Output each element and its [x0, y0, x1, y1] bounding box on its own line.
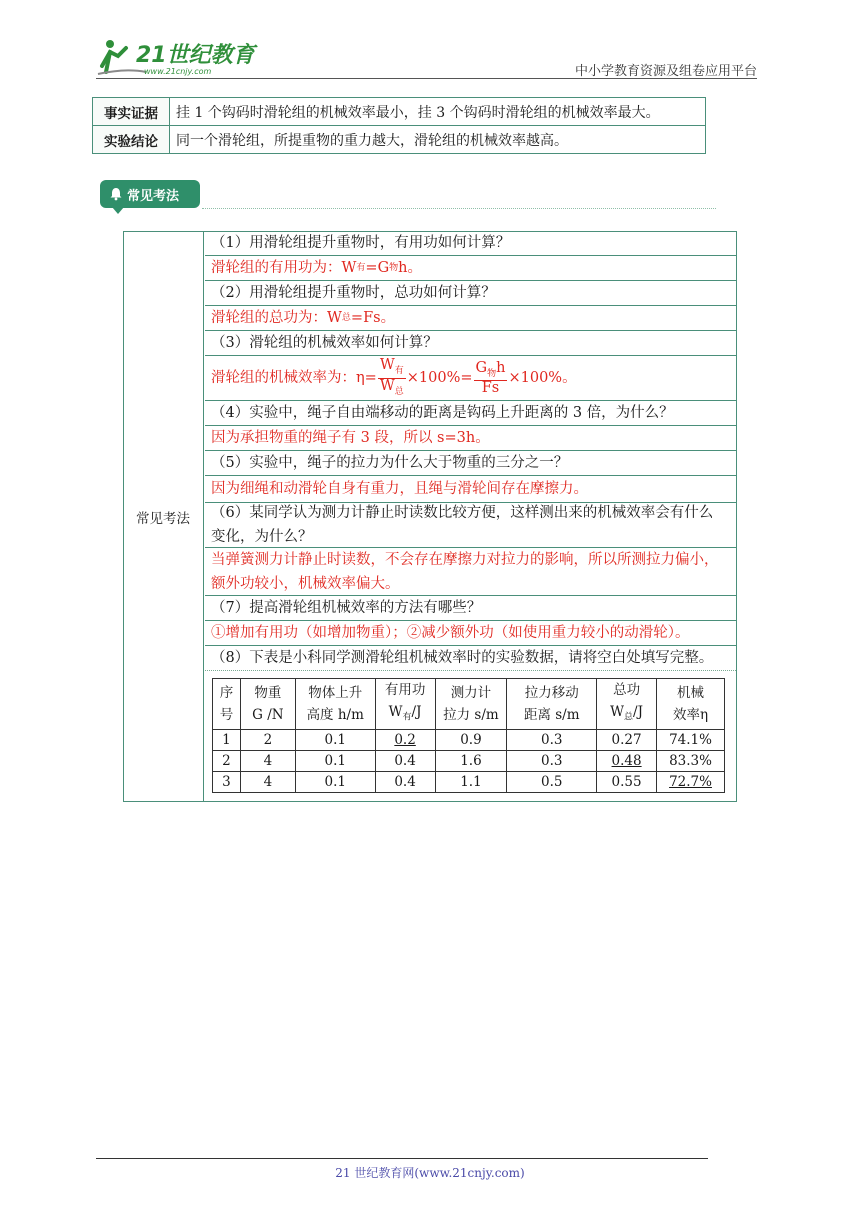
question-6: （6）某同学认为测力计静止时读数比较方便，这样测出来的机械效率会有什么 变化，为什么？	[205, 503, 736, 548]
runner-logo-icon	[96, 36, 266, 78]
cell: 1.6	[435, 751, 507, 772]
cell: 3	[213, 772, 241, 793]
footer-divider	[96, 1158, 708, 1159]
cell: 83.3%	[657, 751, 725, 772]
header-divider	[96, 78, 757, 79]
footer-text: 21 世纪教育网(www.21cnjy.com)	[335, 1166, 525, 1180]
cell: 0.55	[597, 772, 657, 793]
question-1: （1）用滑轮组提升重物时，有用功如何计算？	[205, 231, 736, 256]
answer-6: 当弹簧测力计静止时读数，不会存在摩擦力对拉力的影响，所以所测拉力偏小， 额外功较小，机械效率偏大。	[205, 548, 736, 596]
fact-table	[92, 97, 706, 154]
table-row	[213, 730, 725, 751]
header-cell: 机械 效率η	[657, 679, 725, 730]
cell: 4	[240, 751, 295, 772]
cell: 0.1	[295, 730, 375, 751]
fact-label: 事实证据	[93, 98, 170, 126]
site-logo	[96, 36, 266, 78]
header-cell: 拉力移动 距离 s/m	[507, 679, 597, 730]
cell: 1	[213, 730, 241, 751]
cell: 0.3	[507, 730, 597, 751]
fact-label: 实验结论	[93, 126, 170, 154]
fraction-gh-over-fs: $\frac{G_物h}{Fs}$	[475, 359, 506, 397]
table-row	[213, 751, 725, 772]
cell: 2	[213, 751, 241, 772]
platform-name: 中小学教育资源及组卷应用平台	[574, 64, 757, 79]
cell-filled: 0.2	[375, 730, 435, 751]
table-row	[213, 772, 725, 793]
fact-text: 同一个滑轮组，所提重物的重力越大，滑轮组的机械效率越高。	[170, 126, 706, 154]
question-4: （4）实验中，绳子自由端移动的距离是钩码上升距离的 3 倍，为什么？	[205, 401, 736, 426]
experiment-data-table	[212, 678, 725, 793]
cell: 74.1%	[657, 730, 725, 751]
cell: 1.1	[435, 772, 507, 793]
header-cell: 物重 G /N	[240, 679, 295, 730]
answer-7: ①增加有用功（如增加物重）；②减少额外功（如使用重力较小的动滑轮）。	[205, 621, 736, 646]
table-header-row	[213, 679, 725, 730]
section-dotted-rule	[202, 208, 716, 209]
cell: 0.1	[295, 772, 375, 793]
fact-row	[93, 126, 706, 154]
question-3: （3）滑轮组的机械效率如何计算？	[205, 331, 736, 356]
section-tag-tail	[112, 207, 124, 214]
cell: 0.4	[375, 751, 435, 772]
question-2: （2）用滑轮组提升重物时，总功如何计算？	[205, 281, 736, 306]
fact-row	[93, 98, 706, 126]
header-cell: 有用功 $W_有/J$	[375, 679, 435, 730]
cell-filled: 0.48	[597, 751, 657, 772]
cell: 4	[240, 772, 295, 793]
answer-1: 滑轮组的有用功为：W 有 =G 物 h。	[205, 256, 736, 281]
cell: 0.27	[597, 730, 657, 751]
question-8: （8）下表是小科同学测滑轮组机械效率时的实验数据，请将空白处填写完整。	[205, 646, 736, 671]
header-cell: 总功 $W_总/J$	[597, 679, 657, 730]
cell: 0.3	[507, 751, 597, 772]
answer-2: 滑轮组的总功为：W 总 =Fs。	[205, 306, 736, 331]
cell-filled: 72.7%	[657, 772, 725, 793]
logo-url: www.21cnjy.com	[144, 67, 212, 76]
cell: 0.9	[435, 730, 507, 751]
answer-4: 因为承担物重的绳子有 3 段，所以 s=3h。	[205, 426, 736, 451]
section-tag-label: 常见考法	[127, 188, 180, 204]
answer-3: 滑轮组的机械效率为：η= $\frac{W_有}{W_总}$ ×100%= $\frac{G_物h}{Fs}$ ×100%。	[205, 356, 736, 401]
question-5: （5）实验中，绳子的拉力为什么大于物重的三分之一？	[205, 451, 736, 476]
section-tag	[100, 180, 200, 208]
cell: 2	[240, 730, 295, 751]
side-label: 常见考法	[123, 231, 204, 802]
answer-5: 因为细绳和动滑轮自身有重力，且绳与滑轮间存在摩擦力。	[205, 476, 736, 503]
cell: 0.4	[375, 772, 435, 793]
logo-text: 21世纪教育	[136, 43, 255, 68]
question-7: （7）提高滑轮组机械效率的方法有哪些？	[205, 596, 736, 621]
fraction-useful-over-total: $\frac{W_有}{W_总}$	[379, 356, 404, 397]
cell: 0.5	[507, 772, 597, 793]
cell: 0.1	[295, 751, 375, 772]
header-cell: 序 号	[213, 679, 241, 730]
header-cell: 物体上升 高度 h/m	[295, 679, 375, 730]
fact-text: 挂 1 个钩码时滑轮组的机械效率最小，挂 3 个钩码时滑轮组的机械效率最大。	[170, 98, 706, 126]
header-cell: 测力计 拉力 s/m	[435, 679, 507, 730]
bell-icon	[109, 187, 123, 201]
